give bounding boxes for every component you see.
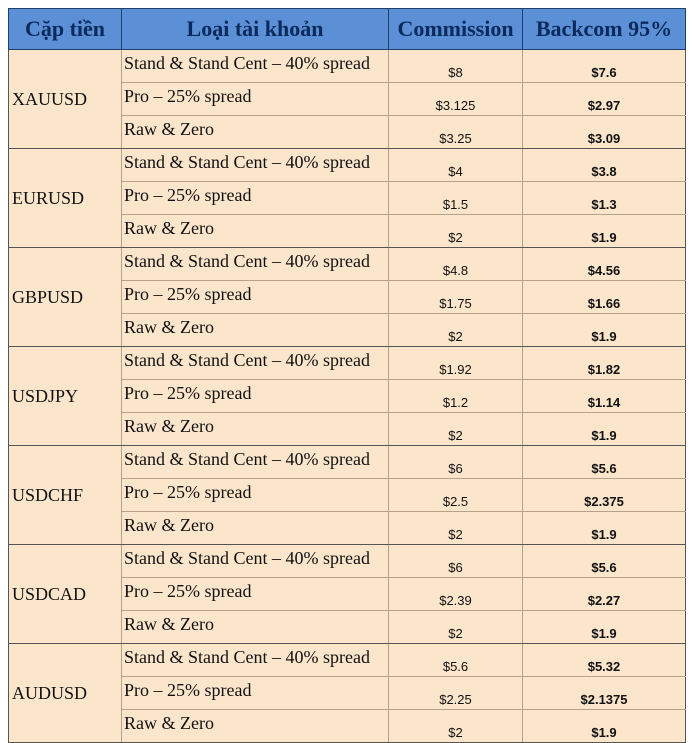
account-type-cell: Stand & Stand Cent – 40% spread: [122, 545, 389, 578]
backcom-cell: $1.14: [523, 380, 686, 413]
backcom-cell: $5.32: [523, 644, 686, 677]
backcom-cell: $1.66: [523, 281, 686, 314]
commission-cell: $6: [389, 446, 523, 479]
commission-cell: $2: [389, 215, 523, 248]
backcom-cell: $3.8: [523, 149, 686, 182]
table-row: [9, 50, 686, 83]
account-type-cell: Pro – 25% spread: [122, 578, 389, 611]
commission-cell: $2.39: [389, 578, 523, 611]
commission-table-wrapper: [8, 8, 686, 743]
backcom-cell: $1.9: [523, 215, 686, 248]
commission-table: [8, 8, 686, 743]
table-row: [9, 149, 686, 182]
account-type-cell: Raw & Zero: [122, 314, 389, 347]
commission-cell: $4: [389, 149, 523, 182]
currency-pair-cell: USDCHF: [9, 446, 122, 545]
commission-cell: $2.25: [389, 677, 523, 710]
account-type-cell: Raw & Zero: [122, 413, 389, 446]
commission-cell: $2: [389, 611, 523, 644]
currency-pair-cell: AUDUSD: [9, 644, 122, 743]
backcom-cell: $1.3: [523, 182, 686, 215]
currency-pair-cell: USDCAD: [9, 545, 122, 644]
commission-cell: $4.8: [389, 248, 523, 281]
backcom-cell: $5.6: [523, 446, 686, 479]
commission-cell: $1.2: [389, 380, 523, 413]
table-row: [9, 446, 686, 479]
table-row: [9, 545, 686, 578]
backcom-cell: $2.1375: [523, 677, 686, 710]
backcom-cell: $2.375: [523, 479, 686, 512]
commission-cell: $2: [389, 512, 523, 545]
commission-cell: $3.125: [389, 83, 523, 116]
commission-cell: $2: [389, 314, 523, 347]
account-type-cell: Raw & Zero: [122, 512, 389, 545]
commission-cell: $8: [389, 50, 523, 83]
header-commission: Commission: [389, 9, 523, 50]
account-type-cell: Stand & Stand Cent – 40% spread: [122, 50, 389, 83]
account-type-cell: Pro – 25% spread: [122, 182, 389, 215]
commission-cell: $2: [389, 710, 523, 743]
table-row: [9, 347, 686, 380]
backcom-cell: $1.9: [523, 611, 686, 644]
commission-cell: $5.6: [389, 644, 523, 677]
backcom-cell: $5.6: [523, 545, 686, 578]
backcom-cell: $1.82: [523, 347, 686, 380]
backcom-cell: $1.9: [523, 512, 686, 545]
commission-cell: $1.75: [389, 281, 523, 314]
currency-pair-cell: GBPUSD: [9, 248, 122, 347]
currency-pair-cell: USDJPY: [9, 347, 122, 446]
currency-pair-cell: XAUUSD: [9, 50, 122, 149]
account-type-cell: Pro – 25% spread: [122, 479, 389, 512]
table-row: [9, 248, 686, 281]
account-type-cell: Raw & Zero: [122, 215, 389, 248]
table-row: [9, 644, 686, 677]
account-type-cell: Raw & Zero: [122, 710, 389, 743]
commission-cell: $6: [389, 545, 523, 578]
backcom-cell: $2.97: [523, 83, 686, 116]
account-type-cell: Pro – 25% spread: [122, 281, 389, 314]
account-type-cell: Stand & Stand Cent – 40% spread: [122, 347, 389, 380]
backcom-cell: $1.9: [523, 710, 686, 743]
header-row: [9, 9, 686, 50]
account-type-cell: Stand & Stand Cent – 40% spread: [122, 644, 389, 677]
header-backcom: Backcom 95%: [523, 9, 686, 50]
commission-cell: $3.25: [389, 116, 523, 149]
backcom-cell: $7.6: [523, 50, 686, 83]
commission-cell: $2: [389, 413, 523, 446]
account-type-cell: Raw & Zero: [122, 116, 389, 149]
account-type-cell: Pro – 25% spread: [122, 380, 389, 413]
commission-cell: $2.5: [389, 479, 523, 512]
backcom-cell: $1.9: [523, 413, 686, 446]
account-type-cell: Raw & Zero: [122, 611, 389, 644]
account-type-cell: Stand & Stand Cent – 40% spread: [122, 248, 389, 281]
backcom-cell: $1.9: [523, 314, 686, 347]
header-currency-pair: Cặp tiền: [9, 9, 122, 50]
currency-pair-cell: EURUSD: [9, 149, 122, 248]
account-type-cell: Pro – 25% spread: [122, 677, 389, 710]
header-account-type: Loại tài khoản: [122, 9, 389, 50]
account-type-cell: Stand & Stand Cent – 40% spread: [122, 446, 389, 479]
account-type-cell: Pro – 25% spread: [122, 83, 389, 116]
account-type-cell: Stand & Stand Cent – 40% spread: [122, 149, 389, 182]
commission-cell: $1.5: [389, 182, 523, 215]
table-body: [9, 50, 686, 743]
commission-cell: $1.92: [389, 347, 523, 380]
backcom-cell: $3.09: [523, 116, 686, 149]
backcom-cell: $2.27: [523, 578, 686, 611]
backcom-cell: $4.56: [523, 248, 686, 281]
